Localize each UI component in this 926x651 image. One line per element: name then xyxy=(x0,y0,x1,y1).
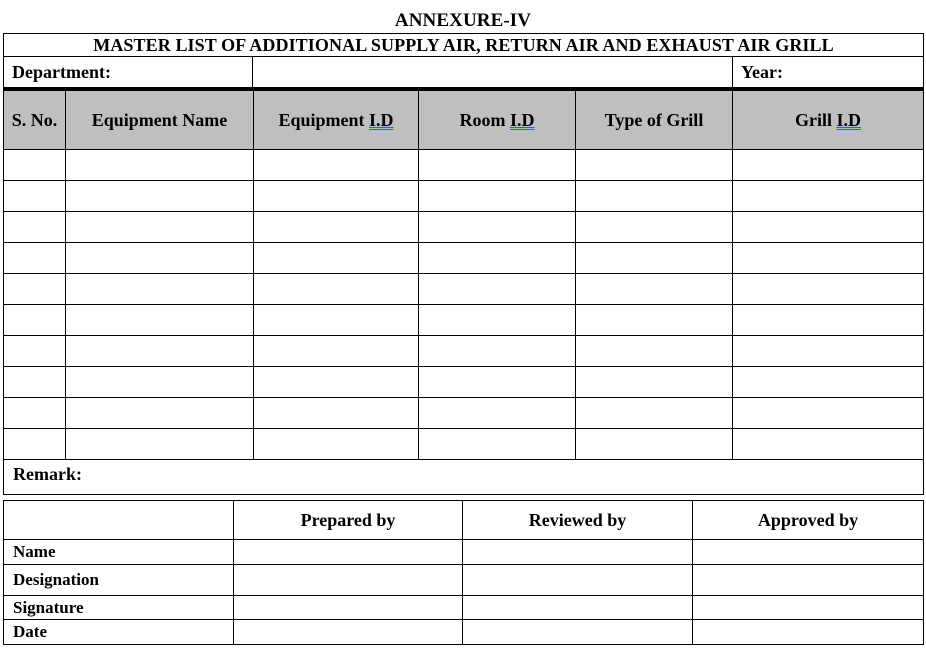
id-text: I.D xyxy=(509,109,535,130)
cell-type-of-grill[interactable] xyxy=(576,150,733,181)
table-header-row xyxy=(4,90,924,150)
reviewed-by-header: Reviewed by xyxy=(463,501,693,540)
cell-room-id[interactable] xyxy=(419,243,576,274)
signoff-corner xyxy=(4,501,234,540)
cell-grill-id[interactable] xyxy=(733,181,924,212)
cell-equipment-id[interactable] xyxy=(254,336,419,367)
id-text: I.D xyxy=(836,109,861,130)
prepared-by-designation-cell[interactable] xyxy=(234,565,463,596)
cell-room-id[interactable] xyxy=(419,398,576,429)
signoff-row-label: Name xyxy=(4,540,234,565)
table-row xyxy=(4,429,924,460)
cell-grill-id[interactable] xyxy=(733,336,924,367)
cell-type-of-grill[interactable] xyxy=(576,367,733,398)
cell-equipment-name[interactable] xyxy=(66,336,254,367)
cell-equipment-id[interactable] xyxy=(254,274,419,305)
signoff-row-label: Signature xyxy=(4,596,234,620)
signoff-table xyxy=(3,500,924,645)
signoff-row-designation xyxy=(4,565,924,596)
reviewed-by-name-cell[interactable] xyxy=(463,540,693,565)
cell-equipment-name[interactable] xyxy=(66,212,254,243)
cell-room-id[interactable] xyxy=(419,150,576,181)
table-row xyxy=(4,367,924,398)
cell-room-id[interactable] xyxy=(419,336,576,367)
signoff-row-name xyxy=(4,540,924,565)
reviewed-by-designation-cell[interactable] xyxy=(463,565,693,596)
table-row xyxy=(4,274,924,305)
table-row xyxy=(4,150,924,181)
remark-label: Remark: xyxy=(13,464,82,484)
cell-grill-id[interactable] xyxy=(733,150,924,181)
signoff-row-date xyxy=(4,620,924,645)
table-row xyxy=(4,243,924,274)
cell-equipment-name[interactable] xyxy=(66,398,254,429)
cell-equipment-id[interactable] xyxy=(254,398,419,429)
cell-equipment-name[interactable] xyxy=(66,243,254,274)
col-header-equipment-id xyxy=(254,90,419,150)
cell-sno[interactable] xyxy=(4,398,66,429)
col-header-sno: S. No. xyxy=(4,90,66,150)
cell-sno[interactable] xyxy=(4,274,66,305)
cell-equipment-name[interactable] xyxy=(66,150,254,181)
cell-sno[interactable] xyxy=(4,150,66,181)
department-field[interactable] xyxy=(253,57,733,88)
cell-grill-id[interactable] xyxy=(733,398,924,429)
grill-list-table xyxy=(3,88,924,495)
cell-equipment-name[interactable] xyxy=(66,429,254,460)
col-header-equipment-name: Equipment Name xyxy=(66,90,254,150)
cell-sno[interactable] xyxy=(4,429,66,460)
col-header-equipment-id-text: Equipment xyxy=(278,109,369,130)
annexure-heading: ANNEXURE-IV xyxy=(394,10,532,31)
cell-sno[interactable] xyxy=(4,367,66,398)
cell-type-of-grill[interactable] xyxy=(576,274,733,305)
cell-equipment-name[interactable] xyxy=(66,367,254,398)
signoff-row-signature xyxy=(4,596,924,620)
cell-type-of-grill[interactable] xyxy=(576,243,733,274)
remark-field[interactable] xyxy=(4,460,924,495)
cell-grill-id[interactable] xyxy=(733,212,924,243)
cell-equipment-name[interactable] xyxy=(66,181,254,212)
prepared-by-header: Prepared by xyxy=(234,501,463,540)
header-table xyxy=(3,33,924,88)
table-row xyxy=(4,336,924,367)
cell-equipment-name[interactable] xyxy=(66,274,254,305)
cell-equipment-id[interactable] xyxy=(254,212,419,243)
cell-grill-id[interactable] xyxy=(733,243,924,274)
cell-sno[interactable] xyxy=(4,212,66,243)
cell-sno[interactable] xyxy=(4,243,66,274)
table-row xyxy=(4,305,924,336)
department-label: Department: xyxy=(4,57,253,88)
cell-equipment-id[interactable] xyxy=(254,243,419,274)
cell-type-of-grill[interactable] xyxy=(576,181,733,212)
cell-room-id[interactable] xyxy=(419,367,576,398)
form-title: MASTER LIST OF ADDITIONAL SUPPLY AIR, RETURN AIR AND EXHAUST AIR GRILL xyxy=(4,34,924,57)
approved-by-signature-cell[interactable] xyxy=(693,596,924,620)
cell-equipment-id[interactable] xyxy=(254,429,419,460)
reviewed-by-signature-cell[interactable] xyxy=(463,596,693,620)
cell-equipment-id[interactable] xyxy=(254,150,419,181)
cell-sno[interactable] xyxy=(4,336,66,367)
cell-sno[interactable] xyxy=(4,181,66,212)
approved-by-date-cell[interactable] xyxy=(693,620,924,645)
approved-by-header: Approved by xyxy=(693,501,924,540)
cell-type-of-grill[interactable] xyxy=(576,336,733,367)
cell-room-id[interactable] xyxy=(419,212,576,243)
prepared-by-name-cell[interactable] xyxy=(234,540,463,565)
cell-type-of-grill[interactable] xyxy=(576,212,733,243)
signoff-row-label: Date xyxy=(4,620,234,645)
cell-grill-id[interactable] xyxy=(733,305,924,336)
cell-grill-id[interactable] xyxy=(733,367,924,398)
cell-equipment-id[interactable] xyxy=(254,305,419,336)
signoff-row-label: Designation xyxy=(4,565,234,596)
year-field[interactable] xyxy=(733,57,924,88)
cell-room-id[interactable] xyxy=(419,274,576,305)
cell-grill-id[interactable] xyxy=(733,274,924,305)
id-text: I.D xyxy=(369,109,394,130)
table-row xyxy=(4,181,924,212)
signoff-header-row xyxy=(4,501,924,540)
cell-equipment-id[interactable] xyxy=(254,367,419,398)
col-header-room-id xyxy=(419,90,576,150)
cell-type-of-grill[interactable] xyxy=(576,398,733,429)
cell-room-id[interactable] xyxy=(419,305,576,336)
table-row xyxy=(4,212,924,243)
cell-grill-id[interactable] xyxy=(733,429,924,460)
cell-room-id[interactable] xyxy=(419,429,576,460)
year-label: Year: xyxy=(741,61,783,82)
col-header-grill-id-text: Grill xyxy=(794,109,837,130)
cell-type-of-grill[interactable] xyxy=(576,305,733,336)
cell-type-of-grill[interactable] xyxy=(576,429,733,460)
approved-by-designation-cell[interactable] xyxy=(693,565,924,596)
cell-equipment-name[interactable] xyxy=(66,305,254,336)
prepared-by-date-cell[interactable] xyxy=(234,620,463,645)
col-header-room-id-text: Room xyxy=(459,109,510,130)
reviewed-by-date-cell[interactable] xyxy=(463,620,693,645)
approved-by-name-cell[interactable] xyxy=(693,540,924,565)
cell-sno[interactable] xyxy=(4,305,66,336)
cell-equipment-id[interactable] xyxy=(254,181,419,212)
prepared-by-signature-cell[interactable] xyxy=(234,596,463,620)
cell-room-id[interactable] xyxy=(419,181,576,212)
col-header-grill-id xyxy=(733,90,924,150)
col-header-type-of-grill: Type of Grill xyxy=(576,90,733,150)
table-row xyxy=(4,398,924,429)
